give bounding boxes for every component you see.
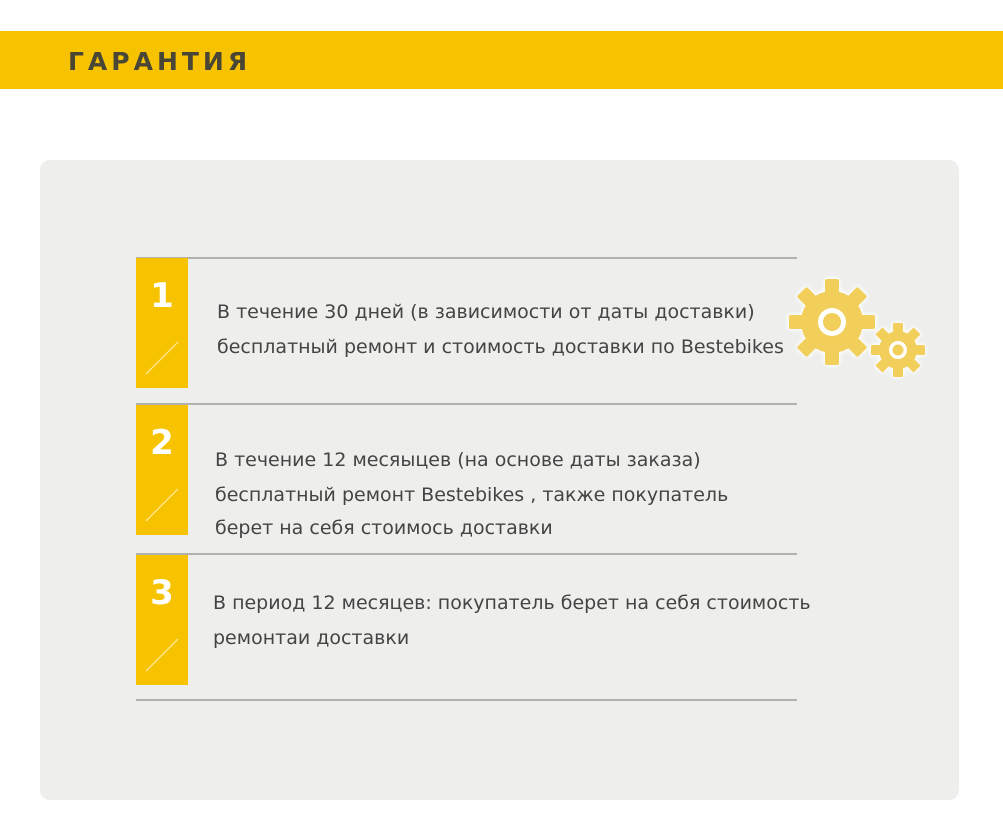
page-title: ГАРАНТИЯ [68, 47, 252, 76]
item-3-number: 3 [150, 573, 174, 613]
gears-icon [782, 272, 932, 387]
item-2-number-badge [136, 405, 188, 535]
divider-top [136, 257, 797, 259]
item-2-number: 2 [150, 423, 174, 463]
item-1-line-2: бесплатный ремонт и стоимость доставки по Bestebikes [217, 336, 784, 358]
slash-decoration-icon [144, 487, 180, 523]
divider-1 [136, 403, 797, 405]
item-3-number-badge [136, 555, 188, 685]
item-2-line-1: В течение 12 месяыцев (на основе даты заказа) [215, 449, 701, 471]
header-banner [0, 31, 1003, 89]
slash-decoration-icon [144, 340, 180, 376]
item-3-line-2: ремонтаи доставки [213, 627, 410, 649]
item-2-line-3: берет на себя стоимось доставки [215, 517, 553, 539]
item-1-number-badge [136, 258, 188, 388]
item-3-line-1: В период 12 месяцев: покупатель берет на себя стоимость [213, 592, 811, 614]
item-2-line-2: бесплатный ремонт Bestebikes , также покупатель [215, 484, 729, 506]
divider-2 [136, 553, 797, 555]
divider-bottom [136, 699, 797, 701]
slash-decoration-icon [144, 637, 180, 673]
item-1-line-1: В течение 30 дней (в зависимости от даты доставки) [217, 301, 755, 323]
item-1-number: 1 [150, 276, 174, 316]
